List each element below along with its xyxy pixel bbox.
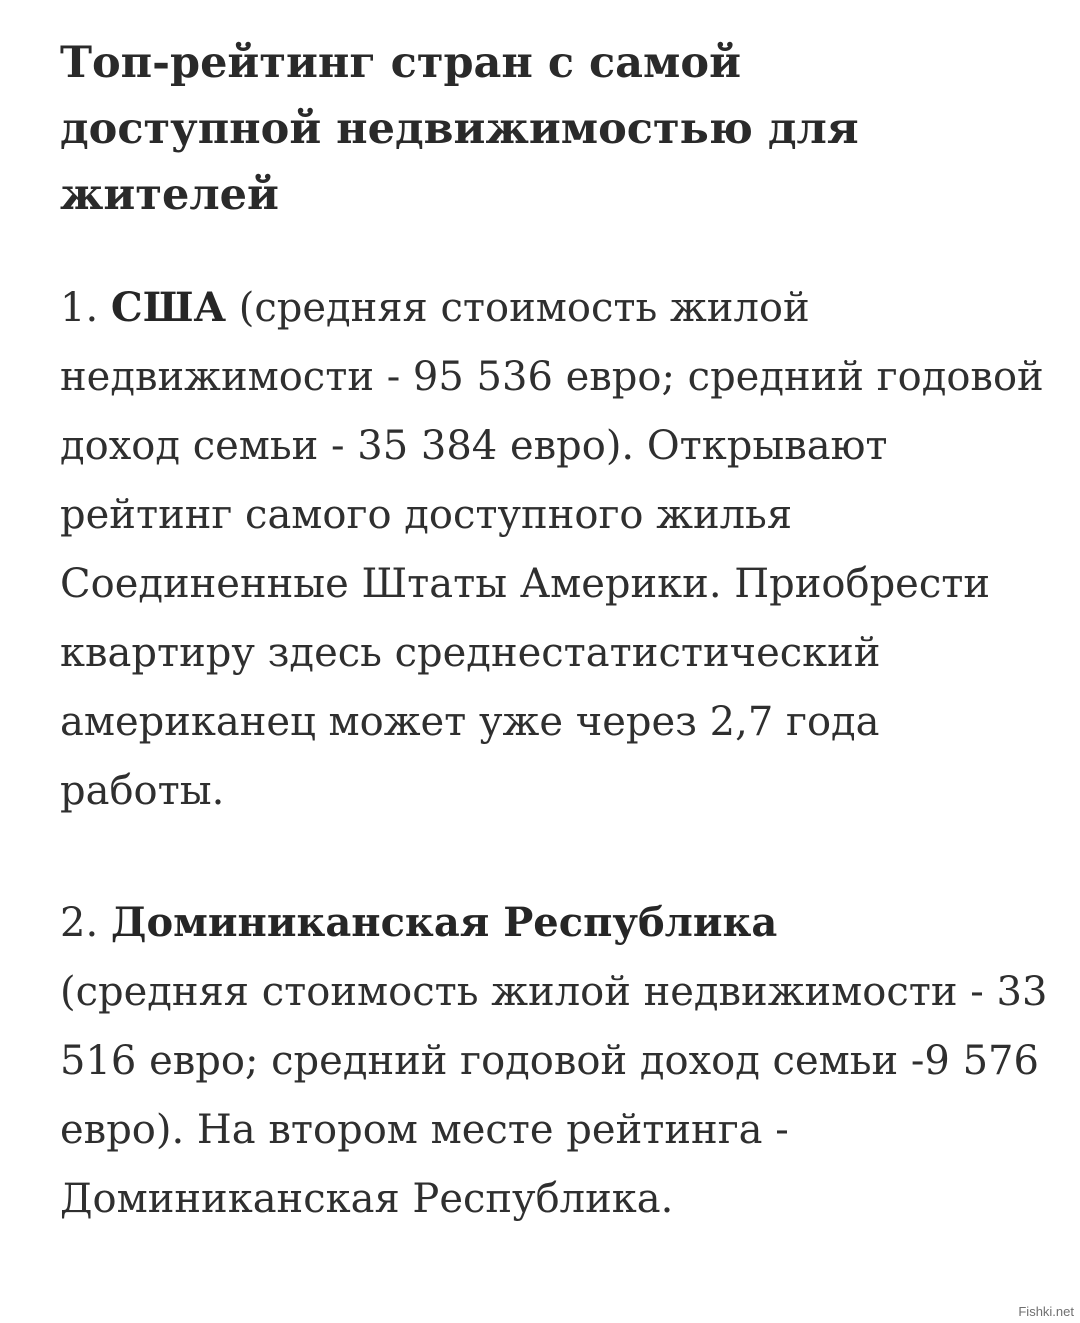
entry-number: 2. — [60, 900, 99, 946]
entry-number: 1. — [60, 285, 99, 331]
ranking-entry-usa — [60, 273, 1050, 826]
entry-text: (средняя стоимость жилой недвижимости - 33 516 евро; средний годовой доход семьи -9 576 евро). На втором месте рейтинга - Доминиканская Республика. — [60, 969, 1048, 1222]
entry-text: (средняя стоимость жилой недвижимости - 95 536 евро; средний годовой доход семьи - 35 384 евро). Открывают рейтинг самого доступного жилья Соединенные Штаты Америки. Приобрести квартиру здесь среднестатистический американец может уже через 2,7 года работы. — [60, 285, 1044, 814]
article-title: Топ-рейтинг стран с самой доступной недвижимостью для жителей — [60, 38, 859, 220]
ranking-entry-dominican-republic — [60, 888, 1050, 1234]
article — [60, 30, 1050, 1234]
country-name: Доминиканская Республика — [110, 899, 778, 946]
watermark: Fishki.net — [1018, 1304, 1074, 1319]
country-name: США — [110, 284, 227, 331]
